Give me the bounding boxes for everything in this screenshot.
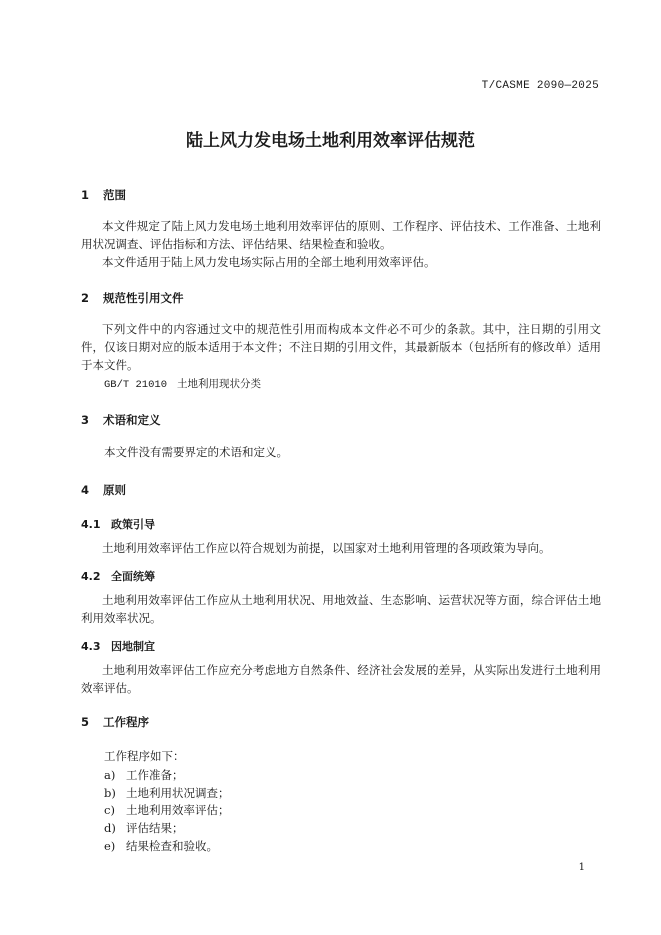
list-item-text: 土地利用状况调查； <box>126 786 230 800</box>
reference-title: 土地利用现状分类 <box>177 378 262 390</box>
section-3-heading <box>81 412 161 428</box>
list-item <box>104 802 230 818</box>
subsection-title: 政策引导 <box>111 518 155 531</box>
section-title: 工作程序 <box>103 715 149 729</box>
normative-reference <box>104 376 261 391</box>
list-marker: d) <box>104 821 116 835</box>
paragraph: 本文件适用于陆上风力发电场实际占用的全部土地利用效率评估。 <box>102 255 436 269</box>
list-marker: a) <box>104 768 116 782</box>
subsection-4-3-heading <box>81 638 155 654</box>
section-number: 3 <box>81 413 90 427</box>
section-title: 原则 <box>103 483 126 497</box>
list-item <box>104 785 230 801</box>
section-number: 4 <box>81 483 90 497</box>
subsection-title: 全面统筹 <box>111 570 155 583</box>
list-item <box>104 820 184 836</box>
paragraph: 土地利用效率评估工作应充分考虑地方自然条件、经济社会发展的差异，从实际出发进行土地利用效率评估。 <box>81 663 601 695</box>
list-marker: c) <box>104 803 115 817</box>
paragraph: 土地利用效率评估工作应从土地利用状况、用地效益、生态影响、运营状况等方面，综合评估土地利用效率状况。 <box>81 593 601 625</box>
list-item-text: 结果检查和验收。 <box>126 839 218 853</box>
section-4-heading <box>81 482 126 498</box>
paragraph: 土地利用效率评估工作应以符合规划为前提，以国家对土地利用管理的各项政策为导向。 <box>102 541 551 555</box>
list-item-text: 土地利用效率评估； <box>126 803 230 817</box>
section-number: 2 <box>81 291 90 305</box>
section-number: 5 <box>81 715 90 729</box>
reference-code: GB/T 21010 <box>104 379 168 391</box>
subsection-number: 4.1 <box>81 518 101 531</box>
list-marker: e) <box>104 839 116 853</box>
paragraph: 本文件规定了陆上风力发电场土地利用效率评估的原则、工作程序、评估技术、工作准备、土地利用状况调查、评估指标和方法、评估结果、结果检查和验收。 <box>81 219 601 251</box>
paragraph: 本文件没有需要界定的术语和定义。 <box>104 445 288 459</box>
section-number: 1 <box>81 188 90 202</box>
list-marker: b) <box>104 786 116 800</box>
list-intro: 工作程序如下： <box>104 749 185 763</box>
document-code: T/CASME 2090—2025 <box>481 80 599 92</box>
page-number: 1 <box>578 862 585 873</box>
section-title: 规范性引用文件 <box>103 291 184 305</box>
subsection-title: 因地制宜 <box>111 640 155 653</box>
list-item <box>104 838 218 854</box>
subsection-number: 4.2 <box>81 570 101 583</box>
list-item-text: 评估结果； <box>126 821 184 835</box>
subsection-4-2-heading <box>81 568 155 584</box>
section-2-heading <box>81 290 184 306</box>
section-title: 术语和定义 <box>103 413 161 427</box>
subsection-4-1-heading <box>81 516 155 532</box>
list-item <box>104 767 184 783</box>
section-title: 范围 <box>103 188 126 202</box>
section-5-heading <box>81 714 149 730</box>
paragraph: 下列文件中的内容通过文中的规范性引用而构成本文件必不可少的条款。其中，注日期的引用文件，仅该日期对应的版本适用于本文件；不注日期的引用文件，其最新版本（包括所有的修改单）适用于本文件。 <box>81 322 601 372</box>
subsection-number: 4.3 <box>81 640 101 653</box>
document-title: 陆上风力发电场土地利用效率评估规范 <box>186 131 475 151</box>
section-1-heading <box>81 187 126 203</box>
list-item-text: 工作准备； <box>126 768 184 782</box>
